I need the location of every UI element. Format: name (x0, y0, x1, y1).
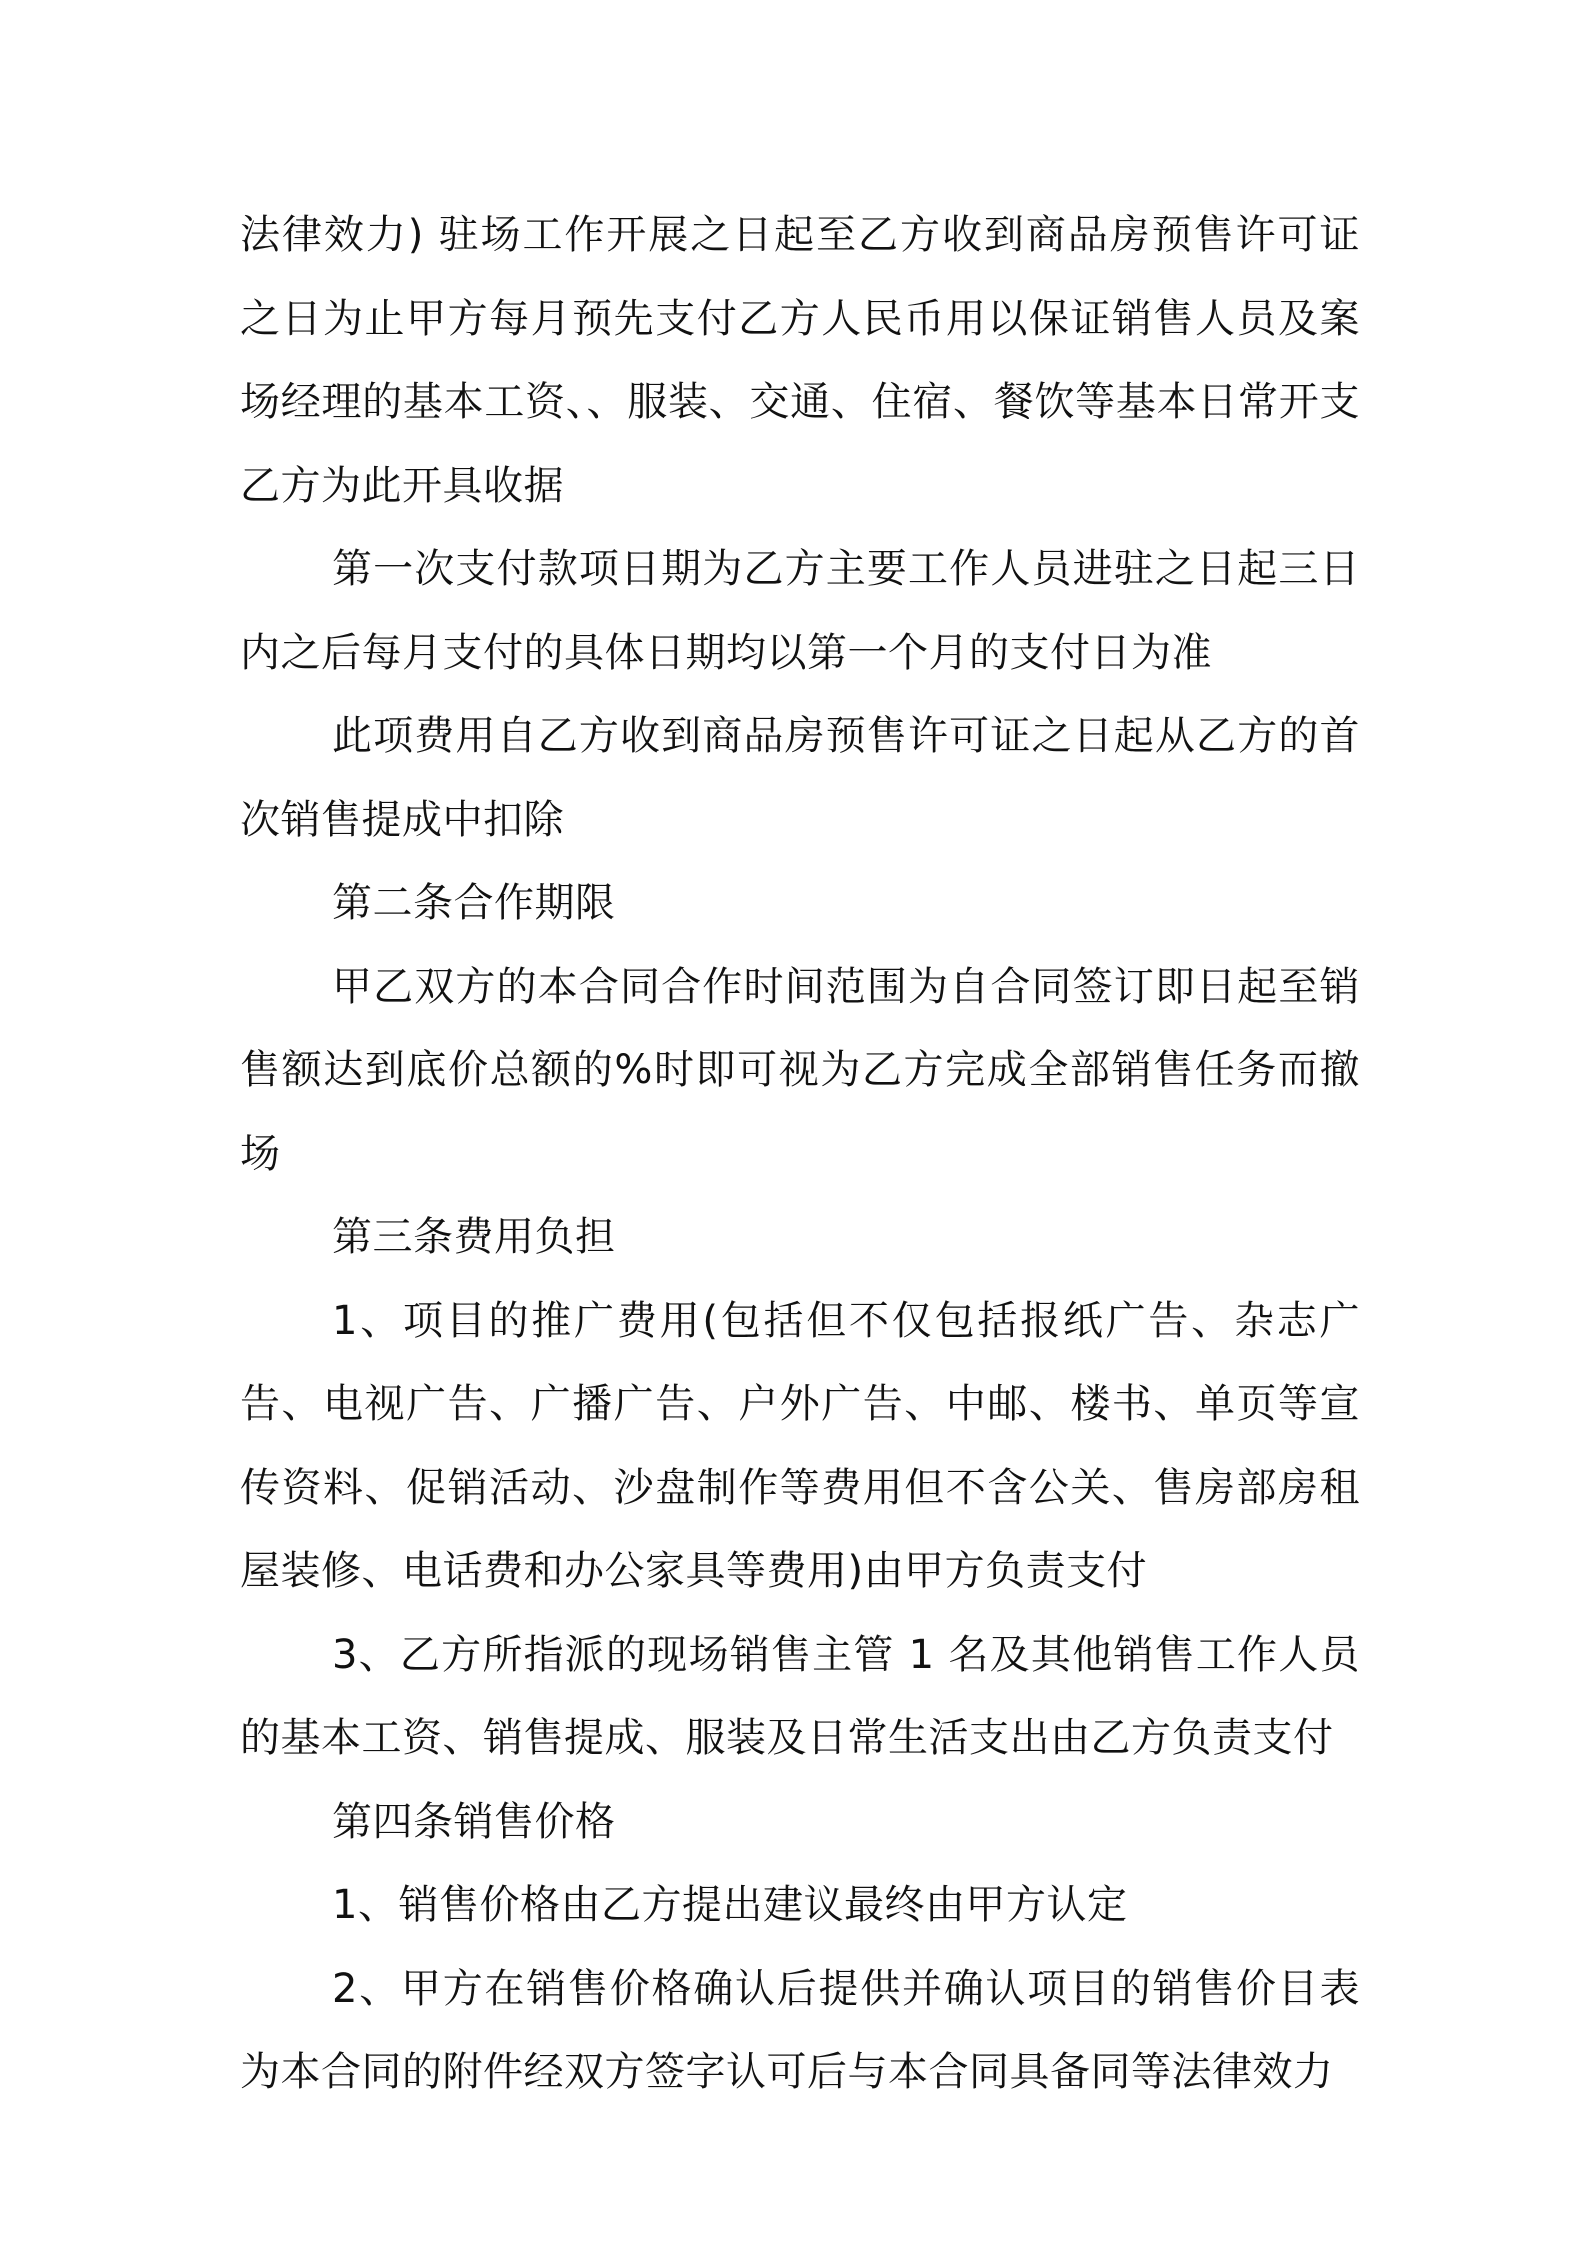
paragraph-continuation: 法律效力) 驻场工作开展之日起至乙方收到商品房预售许可证之日为止甲方每月预先支付乙方人民币用以保证销售人员及案场经理的基本工资、、服装、交通、住宿、餐饮等基本日常开支乙方为此开具收据 (240, 212, 1360, 509)
paragraph-price-list: 2、甲方在销售价格确认后提供并确认项目的销售价目表为本合同的附件经双方签字认可后与本合同具备同等法律效力 (240, 1965, 1360, 2095)
paragraph-staff-costs: 3、乙方所指派的现场销售主管 1 名及其他销售工作人员的基本工资、销售提成、服装及日常生活支出由乙方负责支付 (240, 1631, 1360, 1761)
paragraph-promotion-costs: 1、项目的推广费用(包括但不仅包括报纸广告、杂志广告、电视广告、广播广告、户外广告、中邮、楼书、单页等宣传资料、促销活动、沙盘制作等费用但不含公关、售房部房租屋装修、电话费和办公家具等费用)由甲方负责支付 (240, 1297, 1360, 1594)
document-body (240, 194, 1360, 2115)
section-heading-article-2: 第二条合作期限 (332, 880, 616, 926)
section-heading-article-3: 第三条费用负担 (332, 1214, 616, 1260)
section-heading-article-4: 第四条销售价格 (332, 1798, 616, 1845)
paragraph-cooperation-period: 甲乙双方的本合同合作时间范围为自合同签订即日起至销售额达到底价总额的%时即可视为乙方完成全部销售任务而撤场 (240, 963, 1360, 1177)
paragraph-first-payment: 第一次支付款项日期为乙方主要工作人员进驻之日起三日内之后每月支付的具体日期均以第一个月的支付日为准 (240, 546, 1360, 676)
paragraph-price-proposal: 1、销售价格由乙方提出建议最终由甲方认定 (332, 1882, 1128, 1928)
paragraph-fee-deduction: 此项费用自乙方收到商品房预售许可证之日起从乙方的首次销售提成中扣除 (240, 713, 1360, 843)
